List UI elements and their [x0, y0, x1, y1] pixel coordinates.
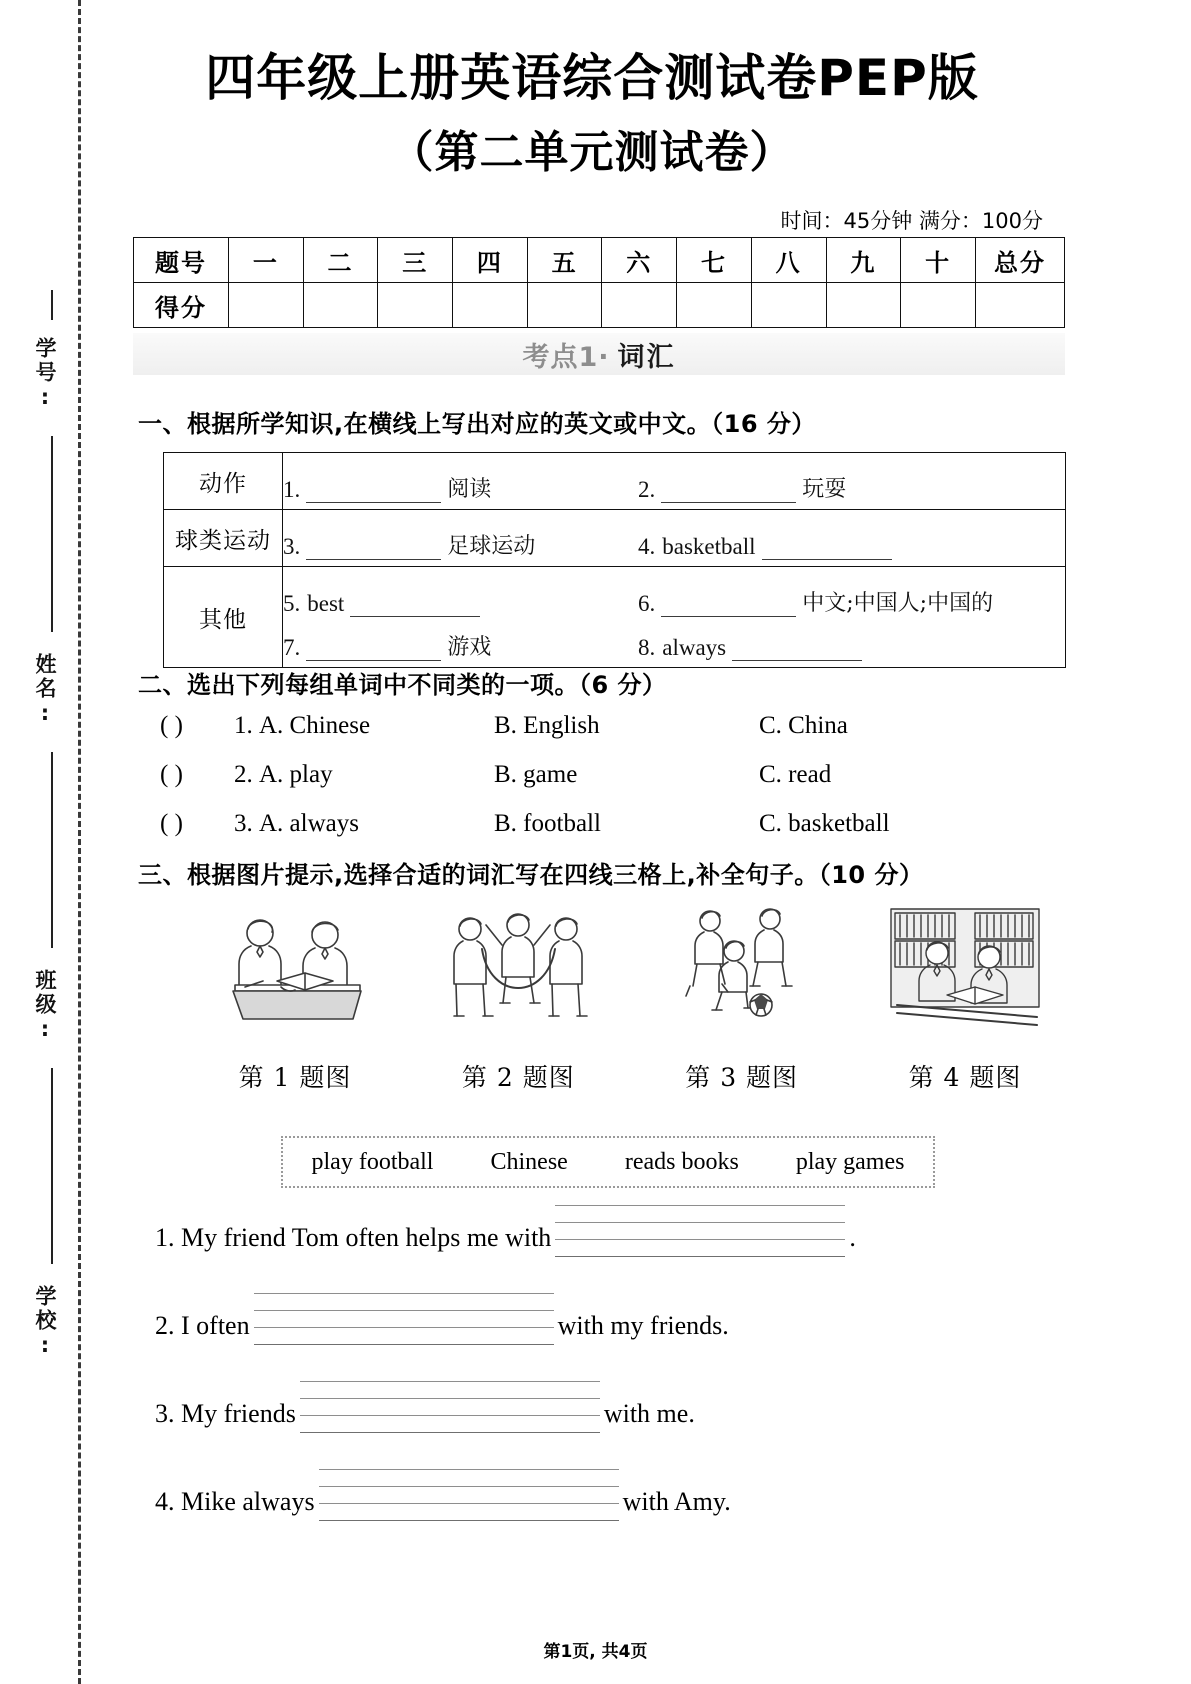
score-table-cell: 题号: [134, 238, 229, 283]
table-row: [134, 283, 1065, 328]
choice-option-a[interactable]: A. always: [259, 810, 359, 837]
four-line-grid[interactable]: [254, 1293, 554, 1345]
margin-label-name: 姓名:: [33, 652, 57, 728]
picture-caption: 第 2 题图: [461, 1063, 575, 1092]
vocab-item-6: [638, 586, 993, 617]
table-row: [164, 567, 1066, 668]
choice-num: 1.: [234, 712, 253, 739]
picture-caption: 第 4 题图: [908, 1063, 1022, 1092]
vocab-line: [283, 617, 1065, 661]
answer-parenthesis[interactable]: ( ): [160, 810, 183, 837]
vocab-category: 动作: [164, 453, 283, 510]
vocab-num: 7.: [283, 635, 301, 660]
answer-blank[interactable]: [732, 638, 862, 661]
choice-option-a[interactable]: A. Chinese: [259, 712, 371, 739]
vocab-word: always: [662, 635, 727, 660]
vocab-line: [283, 573, 1065, 617]
children-jumping-rope-icon: [438, 905, 598, 1040]
score-table-cell: 八: [751, 238, 826, 283]
margin-rule: [51, 752, 53, 948]
vocab-word: basketball: [662, 534, 756, 559]
vocab-item-2: [638, 472, 846, 503]
banner-prefix: 考点1·: [522, 341, 610, 373]
score-table-cell: 九: [826, 238, 901, 283]
choice-option-c[interactable]: C. read: [759, 761, 832, 788]
word-bank-item[interactable]: play games: [795, 1148, 905, 1175]
four-line-grid[interactable]: [319, 1469, 619, 1521]
score-input-cell[interactable]: [527, 283, 602, 328]
vocab-item-8: [638, 635, 868, 661]
score-input-cell[interactable]: [751, 283, 826, 328]
choice-row-1: [160, 712, 1060, 740]
fill-sentence-2: [155, 1293, 729, 1341]
margin-rule: [51, 1068, 53, 1264]
vocab-prompt: 阅读: [447, 477, 492, 502]
score-input-cell[interactable]: [378, 283, 453, 328]
vocab-num: 1.: [283, 477, 301, 502]
score-input-cell[interactable]: [826, 283, 901, 328]
fill-sentence-1: [155, 1205, 856, 1253]
fold-dashed-line: [78, 0, 81, 1684]
vocab-category: 其他: [164, 567, 283, 668]
question-2-heading: 二、选出下列每组单词中不同类的一项。（6 分）: [138, 671, 667, 699]
choice-row-2: [160, 761, 1060, 789]
vocab-num: 4.: [638, 534, 656, 559]
vocab-word: best: [307, 591, 345, 616]
exam-info: 时间：45分钟 满分：100分: [780, 209, 1043, 233]
answer-parenthesis[interactable]: ( ): [160, 761, 183, 788]
answer-blank[interactable]: [306, 480, 441, 503]
score-input-cell[interactable]: [901, 283, 976, 328]
fill-sentence-4: [155, 1469, 731, 1517]
picture-cell-4: [870, 905, 1060, 1120]
children-reading-in-library-icon: [885, 905, 1045, 1040]
choice-option-c[interactable]: C. basketball: [759, 810, 890, 837]
word-bank-item[interactable]: reads books: [624, 1148, 739, 1175]
vocab-num: 3.: [283, 534, 301, 559]
vocab-cell: [283, 510, 1066, 567]
page-title: 四年级上册英语综合测试卷PEP版: [205, 49, 979, 107]
sentence-num: 4.: [155, 1487, 175, 1516]
choice-option-a[interactable]: A. play: [259, 761, 333, 788]
score-table-cell: 得分: [134, 283, 229, 328]
word-bank-item[interactable]: play football: [311, 1148, 434, 1175]
sentence-text-before: I often: [181, 1311, 250, 1340]
vocab-item-3: [283, 529, 638, 560]
score-table-cell: 六: [602, 238, 677, 283]
picture-caption: 第 1 题图: [238, 1063, 352, 1092]
vocabulary-table: [163, 452, 1066, 668]
answer-parenthesis[interactable]: ( ): [160, 712, 183, 739]
score-table-cell: 十: [901, 238, 976, 283]
sentence-text-after: with me.: [603, 1399, 695, 1428]
score-table-cell: 五: [527, 238, 602, 283]
choice-row-3: [160, 810, 1060, 838]
sentence-text-before: Mike always: [181, 1487, 315, 1516]
vocab-prompt: 中文;中国人;中国的: [802, 591, 994, 616]
score-input-cell-total[interactable]: [976, 283, 1065, 328]
vocab-item-1: [283, 472, 638, 503]
sentence-num: 2.: [155, 1311, 175, 1340]
score-input-cell[interactable]: [453, 283, 528, 328]
picture-cell-2: [423, 905, 613, 1120]
fill-sentence-3: [155, 1381, 695, 1429]
vocab-category: 球类运动: [164, 510, 283, 567]
score-table-cell: 三: [378, 238, 453, 283]
margin-label-group: [22, 290, 68, 1500]
score-table-cell: 四: [453, 238, 528, 283]
vocab-prompt: 游戏: [447, 635, 492, 660]
picture-cell-1: [200, 905, 390, 1120]
vocab-prompt: 玩耍: [802, 477, 847, 502]
vocab-item-7: [283, 630, 638, 661]
score-input-cell[interactable]: [229, 283, 304, 328]
page-footer: 第1页, 共4页: [543, 1642, 648, 1662]
margin-label-student-id: 学号:: [33, 336, 57, 412]
score-input-cell[interactable]: [602, 283, 677, 328]
answer-blank[interactable]: [350, 594, 480, 617]
table-row: [134, 238, 1065, 283]
picture-cell-3: [647, 905, 837, 1120]
question-1-heading: 一、根据所学知识,在横线上写出对应的英文或中文。（16 分）: [138, 410, 816, 438]
score-table-cell: 七: [677, 238, 752, 283]
sentence-text-before: My friend Tom often helps me with: [181, 1223, 552, 1252]
margin-rule: [51, 290, 53, 320]
picture-row: [200, 905, 1060, 1120]
sentence-text-before: My friends: [181, 1399, 296, 1428]
score-table: [133, 237, 1065, 328]
vocab-line: [283, 516, 1065, 560]
four-line-grid[interactable]: [300, 1381, 600, 1433]
choice-num: 2.: [234, 761, 253, 788]
section-banner-vocabulary: [133, 333, 1065, 375]
choice-num: 3.: [234, 810, 253, 837]
vocab-num: 8.: [638, 635, 656, 660]
answer-blank[interactable]: [306, 537, 441, 560]
children-playing-football-icon: [662, 905, 822, 1040]
sentence-text-after: .: [849, 1223, 856, 1252]
margin-rule: [51, 436, 53, 632]
score-input-cell[interactable]: [677, 283, 752, 328]
page-subtitle: （第二单元测试卷）: [389, 127, 795, 178]
score-table-cell: 二: [303, 238, 378, 283]
vocab-num: 2.: [638, 477, 656, 502]
question-3-heading: 三、根据图片提示,选择合适的词汇写在四线三格上,补全句子。（10 分）: [138, 861, 924, 889]
sentence-num: 3.: [155, 1399, 175, 1428]
answer-blank[interactable]: [762, 537, 892, 560]
picture-caption: 第 3 题图: [685, 1063, 799, 1092]
sentence-text-after: with my friends.: [557, 1311, 729, 1340]
vocab-num: 5.: [283, 591, 301, 616]
vocab-prompt: 足球运动: [447, 534, 536, 559]
choice-option-c[interactable]: C. China: [759, 712, 848, 739]
four-line-grid[interactable]: [555, 1205, 845, 1257]
two-children-reading-at-desk-icon: [215, 905, 375, 1040]
answer-blank[interactable]: [306, 638, 441, 661]
left-margin-strip: [0, 0, 92, 1684]
word-bank-item[interactable]: Chinese: [490, 1148, 568, 1175]
score-table-cell: 一: [229, 238, 304, 283]
vocab-line: [283, 459, 1065, 503]
choice-option-b[interactable]: B. football: [494, 810, 601, 837]
choice-option-b[interactable]: B. English: [494, 712, 600, 739]
vocab-num: 6.: [638, 591, 656, 616]
answer-blank[interactable]: [661, 594, 796, 617]
margin-label-class: 班级:: [33, 968, 57, 1044]
vocab-item-5: [283, 591, 638, 617]
vocab-item-4: [638, 534, 898, 560]
score-table-cell-total: 总分: [976, 238, 1065, 283]
sentence-num: 1.: [155, 1223, 175, 1252]
word-bank: [281, 1136, 935, 1188]
score-input-cell[interactable]: [303, 283, 378, 328]
table-row: [164, 453, 1066, 510]
vocab-cell: [283, 453, 1066, 510]
margin-label-school: 学校:: [33, 1284, 57, 1360]
choice-option-b[interactable]: B. game: [494, 761, 578, 788]
banner-label: 词汇: [617, 341, 676, 373]
vocab-cell: [283, 567, 1066, 668]
table-row: [164, 510, 1066, 567]
answer-blank[interactable]: [661, 480, 796, 503]
sentence-text-after: with Amy.: [622, 1487, 731, 1516]
